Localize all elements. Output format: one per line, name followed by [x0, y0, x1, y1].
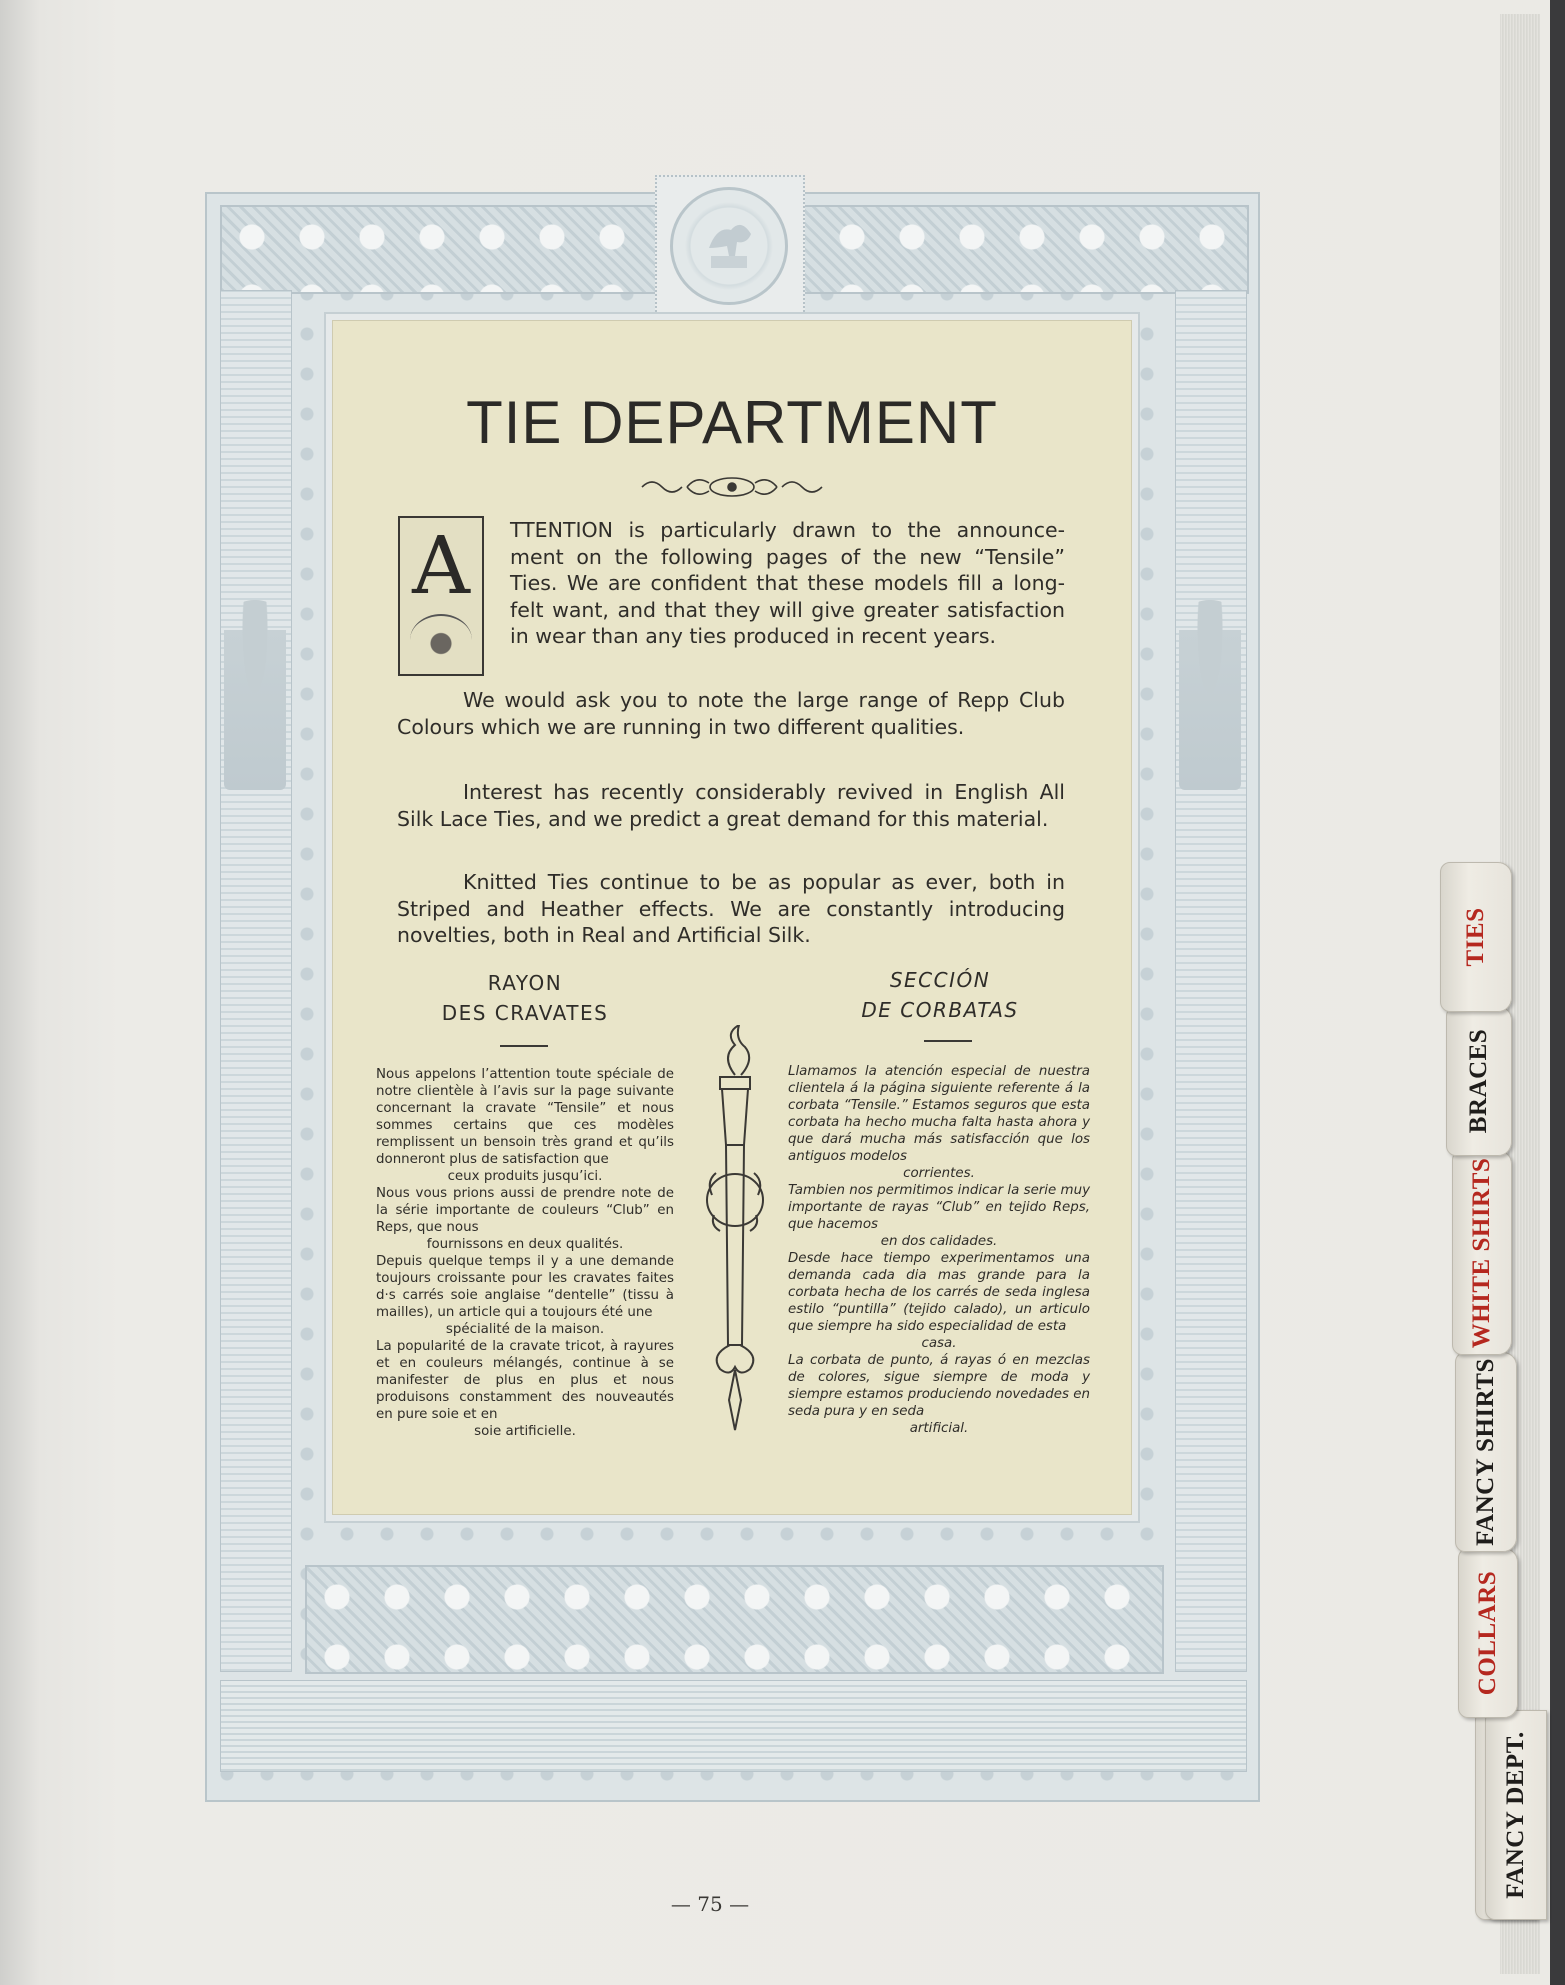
- right-pillar: [1175, 290, 1247, 1672]
- french-p2: Nous vous prions aussi de prendre note de la série importante de couleurs “Club” en Reps, que nous: [376, 1186, 674, 1235]
- french-column: [376, 1066, 674, 1440]
- left-pillar: [220, 290, 292, 1672]
- spanish-p4: La corbata de punto, á rayas ó en mezclas de colores, sigue siempre de moda y siempre estamos produciendo novedades en seda pura y en seda: [788, 1353, 1090, 1419]
- french-heading-line2: DES CRAVATES: [441, 1001, 609, 1025]
- spanish-p4-end: artificial.: [909, 1421, 969, 1436]
- spanish-heading-line1: SECCIÓN: [889, 968, 991, 992]
- scroll-ornament-icon: [632, 472, 832, 502]
- tab-ties[interactable]: [1440, 862, 1512, 1012]
- tab-fancy-shirts[interactable]: [1455, 1352, 1517, 1552]
- left-figure-icon: [224, 600, 286, 790]
- paragraph-lace: Interest has recently considerably revived in English All Silk Lace Ties, and we predict a great demand for this material.: [397, 780, 1065, 831]
- dropcap-mask-icon: [410, 614, 472, 666]
- tab-braces[interactable]: [1446, 1006, 1512, 1156]
- paragraph-knitted: Knitted Ties continue to be as popular as ever, both in Striped and Heather effects. We are constantly introducing novelties, both in Real and Artificial Silk.: [397, 870, 1065, 947]
- tab-collars-label: COLLARS: [1474, 1570, 1501, 1696]
- tab-ties-label: TIES: [1462, 907, 1489, 967]
- tab-white-shirts[interactable]: [1452, 1150, 1512, 1355]
- spanish-column: [788, 1063, 1090, 1437]
- french-p4-end: soie artificielle.: [474, 1424, 576, 1439]
- tab-fancy-dept[interactable]: [1485, 1710, 1547, 1920]
- page-title: TIE DEPARTMENT: [466, 389, 998, 456]
- french-heading-line1: RAYON: [487, 971, 563, 995]
- french-p1: Nous appelons l’attention toute spéciale de notre clientèle à l’avis sur la page suivante concernant la cravate “Tensile” et nous sommes certains que ces modèles remplissent un bensoin très grand et qu’ils donneront plus de satisfaction que: [376, 1067, 674, 1167]
- spanish-rule: [924, 1040, 972, 1042]
- tab-collars[interactable]: [1458, 1548, 1518, 1718]
- torch-icon: [700, 1025, 770, 1445]
- spanish-heading: [800, 965, 1080, 1025]
- tab-fancy-shirts-label: FANCY SHIRTS: [1472, 1358, 1499, 1546]
- right-figure-icon: [1179, 600, 1241, 790]
- crest-seal-icon: [670, 187, 788, 305]
- french-p4: La popularité de la cravate tricot, à rayures et en couleurs mélangés, continue à se manifester de plus en plus et nous produisons constamment des nouveautés en pure soie et en: [376, 1339, 674, 1422]
- tab-braces-label: BRACES: [1465, 1028, 1492, 1134]
- spanish-p3: Desde hace tiempo experimentamos una demanda cada dia mas grande para la corbata hecha de los carrés de seda inglesa estilo “puntilla” (tejido calado), un articulo que siempre ha sido especialidad de esta: [788, 1251, 1090, 1334]
- spanish-p3-end: casa.: [921, 1336, 957, 1351]
- french-rule: [500, 1045, 548, 1047]
- french-p3: Depuis quelque temps il y a une demande toujours croissante pour les cravates faites d·s carrés soie anglaise “dentelle” (tissu à mailles), un article qui a toujours été une: [376, 1254, 674, 1320]
- dropcap-letter: A: [412, 519, 470, 612]
- page-number: — 75 —: [670, 1892, 750, 1916]
- spanish-p2-end: en dos calidades.: [880, 1234, 998, 1249]
- french-p2-end: fournissons en deux qualités.: [426, 1237, 624, 1252]
- intro-paragraph: TTENTION is particularly drawn to the announce- ment on the following pages of the new “Tensile” Ties. We are confident that these models fill a long-felt want, and that they will give greater satisfaction in wear than any ties produced in recent years.: [510, 518, 1065, 648]
- french-heading: [390, 968, 660, 1028]
- tab-white-shirts-label: WHITE SHIRTS: [1468, 1157, 1495, 1348]
- spanish-p2: Tambien nos permitimos indicar la serie muy importante de rayas “Club” en tejido Reps, que hacemos: [788, 1183, 1090, 1232]
- paragraph-repp: We would ask you to note the large range of Repp Club Colours which we are running in two different qualities.: [397, 688, 1065, 739]
- french-p3-end: spécialité de la maison.: [445, 1322, 605, 1337]
- french-p1-end: ceux produits jusqu’ici.: [447, 1169, 603, 1184]
- tab-fancy-dept-label: FANCY DEPT.: [1502, 1731, 1529, 1899]
- dropcap-illumination: [398, 516, 484, 676]
- bottom-floral-frieze: [305, 1565, 1164, 1674]
- spanish-p1: Llamamos la atención especial de nuestra clientela á la página siguiente referente á la corbata “Tensile.” Estamos seguros que esta corbata ha hecho mucha falta hasta ahora y que dará mucha más satisfacción que los antiguos modelos: [788, 1064, 1090, 1164]
- frame-base-band: [220, 1680, 1247, 1772]
- spanish-p1-end: corrientes.: [903, 1166, 975, 1181]
- spanish-heading-line2: DE CORBATAS: [861, 998, 1019, 1022]
